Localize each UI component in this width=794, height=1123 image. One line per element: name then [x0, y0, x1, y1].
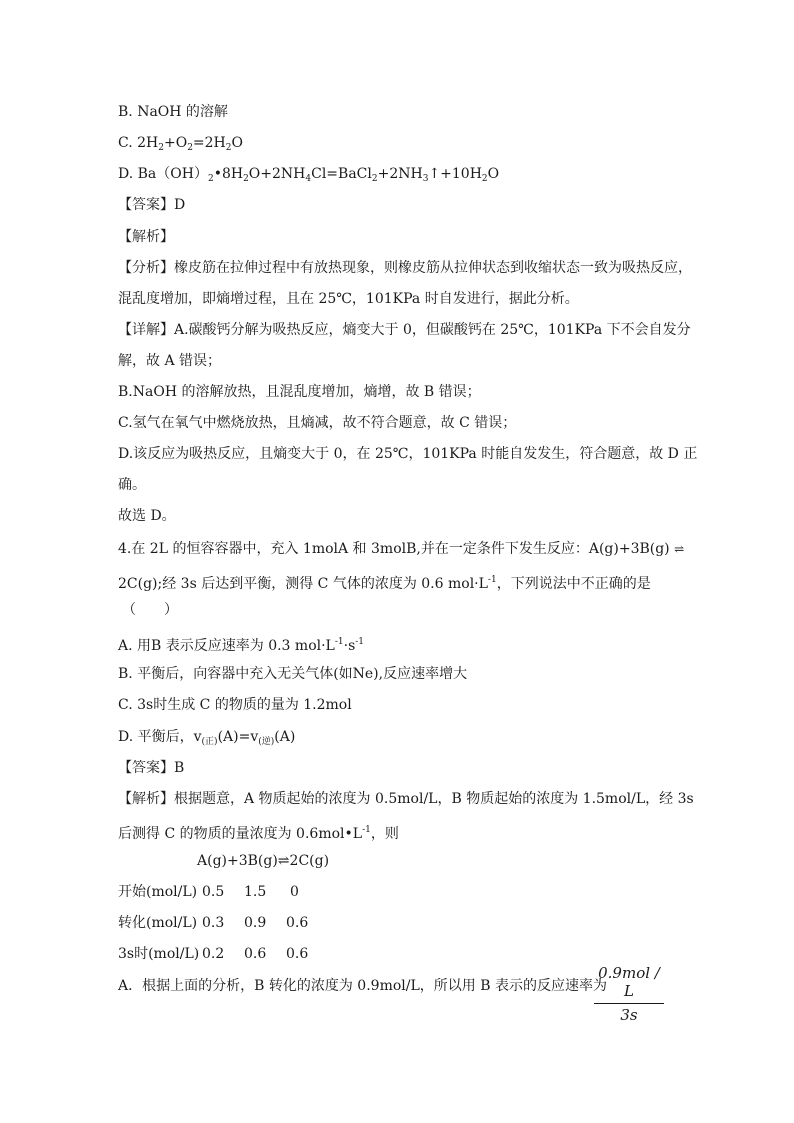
- fraction-bar: [594, 1003, 664, 1004]
- fraction-numerator: 0.9mol / L: [598, 964, 660, 1000]
- question-4-line1: 4.在 2L 的恒容容器中，充入 1molA 和 3molB,并在一定条件下发生反应：A(g)+3B(g) ⇌: [118, 541, 684, 557]
- explanation-line2: 后测得 C 的物质的量浓度为 $0.6mol•L^{-1}$，则: [118, 825, 399, 842]
- analysis-paragraph-line1: 【分析】橡皮筋在拉伸过程中有放热现象，则橡皮筋从拉伸状态到收缩状态一致为吸热反应，: [118, 260, 692, 276]
- table-row: 3s时(mol/L) 0.2 0.6 0.6: [118, 946, 309, 962]
- detail-d-line2: 确。: [118, 477, 146, 493]
- detail-a-line1: 【详解】A.碳酸钙分解为吸热反应，熵变大于 0，但碳酸钙在 25℃，101KPa 下不会自发分: [118, 322, 691, 338]
- table-row: 开始(mol/L) 0.5 1.5 0: [118, 884, 299, 900]
- fraction-denominator: 3s: [620, 1006, 638, 1024]
- reaction-equation: A(g)+3B(g)⇌2C(g): [197, 853, 330, 869]
- analysis-heading: 【解析】: [118, 229, 174, 245]
- option-b: B. NaOH 的溶解: [118, 104, 228, 120]
- option-d: D. $Ba(OH)_2•8H_2O+2NH_4Cl=BaCl_2+2NH_3↑+10H_2O$: [118, 166, 500, 184]
- equilibrium-arrow-icon: ⇌: [674, 542, 684, 556]
- detail-a-line2: 解，故 A 错误；: [118, 353, 222, 369]
- rate-fraction: [594, 964, 664, 1024]
- explanation-line1: 【解析】根据题意，A 物质起始的浓度为 0.5mol/L，B 物质起始的浓度为 1.5mol/L，经 3s: [118, 791, 694, 807]
- answer-heading-1: 【答案】D: [118, 197, 186, 213]
- q4-option-b: B. 平衡后，向容器中充入无关气体(如Ne),反应速率增大: [118, 666, 468, 682]
- analysis-paragraph-line2: 混乱度增加，即熵增过程，且在 25℃，101KPa 时自发进行，据此分析。: [118, 291, 579, 307]
- question-4-line2: 2C(g);经 3s 后达到平衡，测得 C 气体的浓度为 0.6 $mol\cdot L^{-1}$，下列说法中不正确的是: [118, 575, 651, 592]
- answer-heading-2: 【答案】B: [118, 760, 185, 776]
- q4-option-c: C. 3s时生成 C 的物质的量为 1.2mol: [118, 697, 352, 713]
- detail-d-line1: D.该反应为吸热反应，且熵变大于 0，在 25℃，101KPa 时能自发发生，符合题意，故 D 正: [118, 446, 698, 462]
- final-line: A．根据上面的分析，B 转化的浓度为 0.9mol/L，所以用 B 表示的反应速率为: [118, 978, 607, 994]
- detail-b: B.NaOH 的溶解放热，且混乱度增加，熵增，故 B 错误；: [118, 384, 481, 400]
- question-4-paren: （ ）: [122, 602, 178, 618]
- q4-option-a: A. 用B 表示反应速率为 0.3 $mol\cdot L^{-1}\cdot s^{-1}$: [118, 637, 365, 654]
- q4-option-d: D. 平衡后，$v_{(正)}(A)=v_{(逆)}(A)$: [118, 729, 296, 747]
- choose-answer: 故选 D。: [118, 508, 176, 524]
- detail-c: C.氢气在氧气中燃烧放热，且熵减，故不符合题意，故 C 错误；: [118, 415, 517, 431]
- option-c: C. $2H_2+O_2=2H_2O$: [118, 135, 243, 153]
- table-row: 转化(mol/L) 0.3 0.9 0.6: [118, 915, 309, 931]
